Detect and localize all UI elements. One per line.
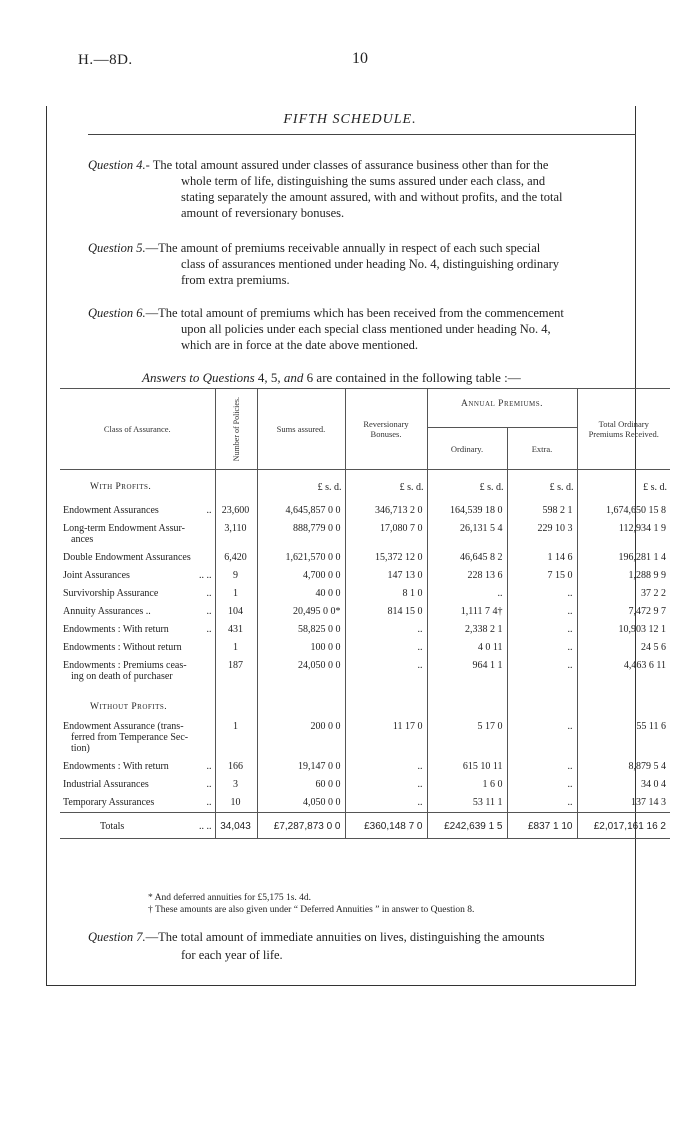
row-class-name: Endowments : Without return xyxy=(63,642,182,653)
row-bonuses: 147 13 0 xyxy=(345,567,427,585)
blank-cell xyxy=(427,686,507,718)
row-class-name: Industrial Assurances xyxy=(63,779,149,790)
row-class-name: Endowments : Premiums ceas- xyxy=(63,660,187,671)
table-row xyxy=(60,502,670,520)
question-text: amount of reversionary bonuses. xyxy=(181,206,345,220)
question-label: Question 5. xyxy=(88,241,146,255)
row-extra: .. xyxy=(507,758,577,776)
totals-total: £2,017,161 16 2 xyxy=(577,813,670,839)
row-bonuses: .. xyxy=(345,794,427,813)
row-leader-dots: .. .. xyxy=(199,570,212,581)
row-class xyxy=(60,621,215,639)
row-total: 4,463 6 11 xyxy=(577,657,670,686)
totals-extra: £837 1 10 xyxy=(507,813,577,839)
row-policies: 10 xyxy=(215,794,257,813)
totals-label xyxy=(60,813,215,839)
row-ordinary: 164,539 18 0 xyxy=(427,502,507,520)
row-total: 1,674,650 15 8 xyxy=(577,502,670,520)
row-class xyxy=(60,585,215,603)
footnote-dagger: † These amounts are also given under “ Deferred Annuities ” in answer to Question 8. xyxy=(148,905,475,915)
row-bonuses: .. xyxy=(345,776,427,794)
answers-label: Answers to Questions xyxy=(142,370,255,385)
row-class-name: Annuity Assurances .. xyxy=(63,606,151,617)
row-class-name: Double Endowment Assurances xyxy=(63,552,191,563)
row-extra: 229 10 3 xyxy=(507,520,577,549)
question-label: Question 6. xyxy=(88,306,146,320)
totals-sums: £7,287,873 0 0 xyxy=(257,813,345,839)
question-text: for each year of life. xyxy=(181,948,283,962)
row-total: 55 11 6 xyxy=(577,718,670,758)
row-sums: 20,495 0 0* xyxy=(257,603,345,621)
table-row xyxy=(60,603,670,621)
page-number: 10 xyxy=(352,50,368,67)
page-header-left: H.—8D. xyxy=(78,52,133,68)
question-text: —The amount of premiums receivable annually in respect of each such special xyxy=(145,241,541,255)
col-total: Total Ordinary Premiums Received. xyxy=(577,389,670,470)
row-class xyxy=(60,657,215,686)
question-text: class of assurances mentioned under heading No. 4, distinguishing ordinary xyxy=(181,257,560,271)
question-5 xyxy=(88,240,640,288)
footnote-asterisk: * And deferred annuities for £5,175 1s. 4d. xyxy=(148,893,312,903)
row-bonuses: .. xyxy=(345,758,427,776)
table-row xyxy=(60,567,670,585)
col-annual-premiums: Annual Premiums. xyxy=(427,389,577,428)
totals-ordinary: £242,639 1 5 xyxy=(427,813,507,839)
row-ordinary: 53 11 1 xyxy=(427,794,507,813)
question-text: stating separately the amount assured, with and without profits, and the total xyxy=(181,190,563,204)
row-policies: 104 xyxy=(215,603,257,621)
row-class-name: Temporary Assurances xyxy=(63,797,155,808)
blank-cell xyxy=(345,686,427,718)
row-extra: 598 2 1 xyxy=(507,502,577,520)
row-extra: .. xyxy=(507,794,577,813)
answers-line xyxy=(142,370,521,386)
table-row xyxy=(60,657,670,686)
question-text: - The total amount assured under classes of assurance business other than for the xyxy=(145,158,549,172)
question-text: from extra premiums. xyxy=(181,273,290,287)
row-sums: 100 0 0 xyxy=(257,639,345,657)
units-blank xyxy=(215,470,257,503)
table-row xyxy=(60,718,670,758)
bottom-rule xyxy=(46,985,635,986)
row-class-name: Endowment Assurances xyxy=(63,505,159,516)
table-row xyxy=(60,639,670,657)
row-sums: 58,825 0 0 xyxy=(257,621,345,639)
row-policies: 6,420 xyxy=(215,549,257,567)
question-4 xyxy=(88,157,640,221)
table-row xyxy=(60,758,670,776)
row-class xyxy=(60,502,215,520)
table-row xyxy=(60,776,670,794)
row-extra: .. xyxy=(507,585,577,603)
totals-dots: .. .. xyxy=(199,821,212,832)
row-leader-dots: .. xyxy=(206,606,212,617)
row-ordinary: 4 0 11 xyxy=(427,639,507,657)
row-sums: 60 0 0 xyxy=(257,776,345,794)
row-bonuses: 15,372 12 0 xyxy=(345,549,427,567)
row-policies: 3,110 xyxy=(215,520,257,549)
row-bonuses: 346,713 2 0 xyxy=(345,502,427,520)
row-bonuses: .. xyxy=(345,657,427,686)
row-ordinary: 228 13 6 xyxy=(427,567,507,585)
row-class-name-cont: ances xyxy=(71,534,94,545)
row-total: 112,934 1 9 xyxy=(577,520,670,549)
row-class-name-cont: ing on death of purchaser xyxy=(71,671,173,682)
row-class-name: Endowment Assurance (trans- xyxy=(63,721,184,732)
row-extra: .. xyxy=(507,639,577,657)
without-profits-heading-label: Without Profits. xyxy=(90,702,168,712)
row-total: 137 14 3 xyxy=(577,794,670,813)
row-ordinary: 1,111 7 4† xyxy=(427,603,507,621)
col-bonuses: Reversionary Bonuses. xyxy=(345,389,427,470)
table-row xyxy=(60,621,670,639)
row-bonuses: 11 17 0 xyxy=(345,718,427,758)
row-leader-dots: .. xyxy=(206,761,212,772)
table-row xyxy=(60,585,670,603)
row-class-name-cont: ferred from Temperance Sec- xyxy=(71,732,189,743)
row-bonuses: .. xyxy=(345,621,427,639)
units-cell: £ s. d. xyxy=(345,470,427,503)
row-leader-dots: .. xyxy=(206,588,212,599)
row-sums: 4,050 0 0 xyxy=(257,794,345,813)
row-ordinary: 26,131 5 4 xyxy=(427,520,507,549)
row-class xyxy=(60,520,215,549)
col-sums: Sums assured. xyxy=(257,389,345,470)
row-extra: .. xyxy=(507,776,577,794)
blank-cell xyxy=(257,686,345,718)
table-row xyxy=(60,549,670,567)
col-policies xyxy=(215,389,257,470)
row-bonuses: 17,080 7 0 xyxy=(345,520,427,549)
row-sums: 4,700 0 0 xyxy=(257,567,345,585)
row-total: 34 0 4 xyxy=(577,776,670,794)
row-extra: .. xyxy=(507,718,577,758)
row-class-name: Endowments : With return xyxy=(63,624,169,635)
row-bonuses: 814 15 0 xyxy=(345,603,427,621)
question-label: Question 4. xyxy=(88,158,146,172)
totals-row xyxy=(60,813,670,839)
row-extra: .. xyxy=(507,657,577,686)
row-leader-dots: .. xyxy=(206,797,212,808)
row-leader-dots: .. xyxy=(206,624,212,635)
row-policies: 3 xyxy=(215,776,257,794)
blank-cell xyxy=(507,686,577,718)
row-total: 196,281 1 4 xyxy=(577,549,670,567)
row-class xyxy=(60,603,215,621)
units-cell: £ s. d. xyxy=(257,470,345,503)
question-text: which are in force at the date above mentioned. xyxy=(181,338,419,352)
row-total: 24 5 6 xyxy=(577,639,670,657)
row-ordinary: 1 6 0 xyxy=(427,776,507,794)
blank-cell xyxy=(215,686,257,718)
schedule-title: FIFTH SCHEDULE. xyxy=(283,112,417,127)
col-class: Class of Assurance. xyxy=(103,424,171,434)
row-class-name: Survivorship Assurance xyxy=(63,588,159,599)
row-policies: 1 xyxy=(215,718,257,758)
row-sums: 4,645,857 0 0 xyxy=(257,502,345,520)
question-label: Question 7. xyxy=(88,930,146,944)
totals-policies: 34,043 xyxy=(215,813,257,839)
question-text: whole term of life, distinguishing the sums assured under each class, and xyxy=(181,174,546,188)
row-class xyxy=(60,567,215,585)
row-sums: 888,779 0 0 xyxy=(257,520,345,549)
blank-cell xyxy=(577,686,670,718)
row-ordinary: 46,645 8 2 xyxy=(427,549,507,567)
units-cell: £ s. d. xyxy=(507,470,577,503)
row-ordinary: 5 17 0 xyxy=(427,718,507,758)
row-policies: 9 xyxy=(215,567,257,585)
row-class xyxy=(60,549,215,567)
col-extra: Extra. xyxy=(507,428,577,470)
without-profits-heading xyxy=(60,686,670,718)
row-sums: 1,621,570 0 0 xyxy=(257,549,345,567)
question-text: upon all policies under each special class mentioned under heading No. 4, xyxy=(181,322,551,336)
row-policies: 431 xyxy=(215,621,257,639)
row-ordinary: .. xyxy=(427,585,507,603)
question-text: —The total amount of immediate annuities on lives, distinguishing the amounts xyxy=(145,930,545,944)
question-7 xyxy=(88,928,640,964)
row-policies: 1 xyxy=(215,639,257,657)
footnotes xyxy=(148,892,474,916)
row-class xyxy=(60,718,215,758)
row-ordinary: 964 1 1 xyxy=(427,657,507,686)
row-ordinary: 615 10 11 xyxy=(427,758,507,776)
units-blank: With Profits. xyxy=(90,482,152,492)
totals-name: Totals xyxy=(100,821,125,832)
answers-numbers: 4, 5, xyxy=(257,370,281,385)
row-class-name: Long-term Endowment Assur- xyxy=(63,523,186,534)
question-text: —The total amount of premiums which has been received from the commencement xyxy=(145,306,564,320)
row-sums: 200 0 0 xyxy=(257,718,345,758)
row-sums: 24,050 0 0 xyxy=(257,657,345,686)
table-row xyxy=(60,520,670,549)
answers-text: 6 are contained in the following table :— xyxy=(306,370,521,385)
row-policies: 187 xyxy=(215,657,257,686)
units-cell: £ s. d. xyxy=(577,470,670,503)
row-extra: 7 15 0 xyxy=(507,567,577,585)
row-class xyxy=(60,758,215,776)
col-ordinary: Ordinary. xyxy=(427,428,507,470)
row-bonuses: 8 1 0 xyxy=(345,585,427,603)
row-sums: 19,147 0 0 xyxy=(257,758,345,776)
row-leader-dots: .. xyxy=(206,779,212,790)
totals-bonuses: £360,148 7 0 xyxy=(345,813,427,839)
row-class xyxy=(60,639,215,657)
units-cell: £ s. d. xyxy=(427,470,507,503)
row-policies: 1 xyxy=(215,585,257,603)
row-class xyxy=(60,794,215,813)
question-6 xyxy=(88,305,640,353)
row-class-name-cont: tion) xyxy=(71,743,90,754)
row-total: 10,903 12 1 xyxy=(577,621,670,639)
row-total: 7,472 9 7 xyxy=(577,603,670,621)
row-leader-dots: .. xyxy=(206,505,212,516)
col-policies-label: Number of Policies. xyxy=(231,396,241,462)
premiums-table xyxy=(60,388,670,839)
row-policies: 166 xyxy=(215,758,257,776)
row-bonuses: .. xyxy=(345,639,427,657)
row-class-name: Endowments : With return xyxy=(63,761,169,772)
row-policies: 23,600 xyxy=(215,502,257,520)
row-total: 37 2 2 xyxy=(577,585,670,603)
answers-and: and xyxy=(283,370,304,385)
row-class-name: Joint Assurances xyxy=(63,570,130,581)
title-rule xyxy=(88,134,636,135)
table-row xyxy=(60,794,670,813)
row-total: 8,879 5 4 xyxy=(577,758,670,776)
units-row xyxy=(60,470,670,503)
row-extra: .. xyxy=(507,603,577,621)
row-sums: 40 0 0 xyxy=(257,585,345,603)
row-extra: .. xyxy=(507,621,577,639)
row-total: 1,288 9 9 xyxy=(577,567,670,585)
row-ordinary: 2,338 2 1 xyxy=(427,621,507,639)
row-class xyxy=(60,776,215,794)
row-extra: 1 14 6 xyxy=(507,549,577,567)
